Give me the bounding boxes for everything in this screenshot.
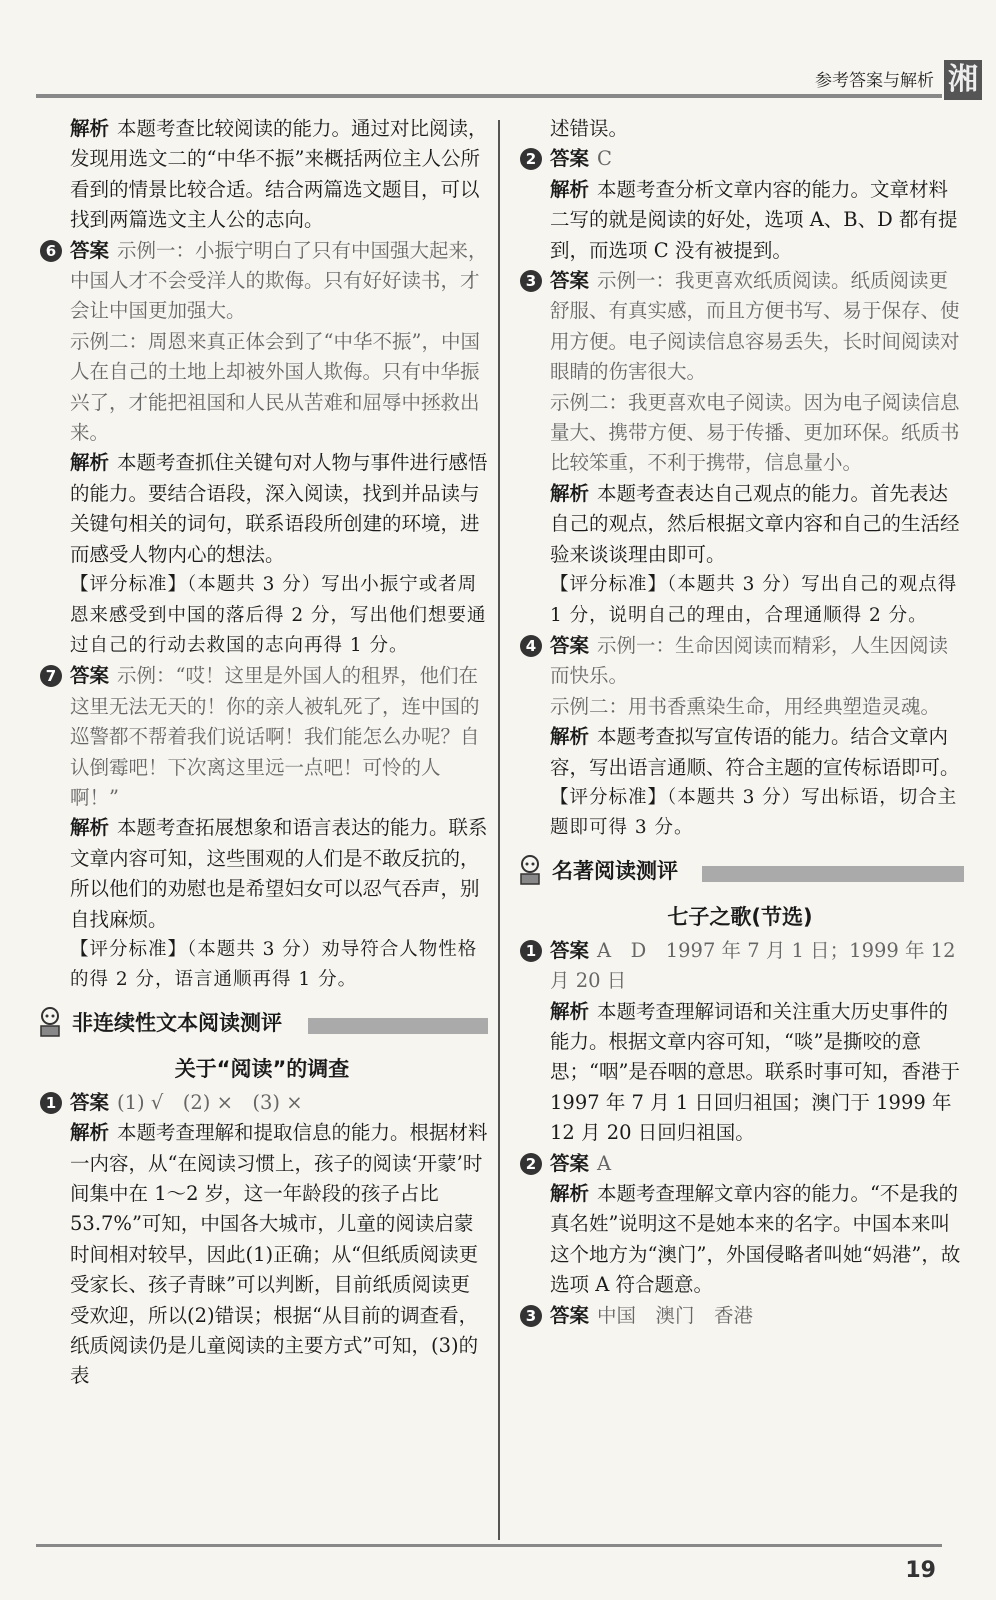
column-divider xyxy=(498,120,500,1540)
header-title: 参考答案与解析 xyxy=(815,71,934,91)
section-header-classics xyxy=(516,852,964,898)
section-bar xyxy=(702,866,964,882)
analysis-text: 本题考查比较阅读的能力。通过对比阅读，发现用选文二的“中华不振”来概括两位主人公所看到的情景比较合适。结合两篇选文题目，可以找到两篇选文主人公的志向。 xyxy=(70,117,488,232)
answer-label: 答案 xyxy=(550,1151,590,1175)
analysis-text: 本题考查理解词语和关注重大历史事件的能力。根据文章内容可知，“啖”是撕咬的意思；“咽”是吞咽的意思。联系时事可知，香港于 1997 年 7 月 1 日回归祖国；澳门于 1999 年 12 月 20 日回归祖国。 xyxy=(550,999,960,1145)
section-title: 非连续性文本阅读测评 xyxy=(72,1010,282,1035)
scoring-standard xyxy=(550,783,964,844)
analysis-text: 本题考查理解文章内容的能力。“不是我的真名姓”说明这不是她本来的名字。中国本来叫这个地方为“澳门”，外国侵略者叫她“妈港”，故选项 A 符合题意。 xyxy=(550,1182,961,1297)
analysis-label: 解析 xyxy=(550,1182,590,1205)
standard-label: 【评分标准】 xyxy=(550,786,668,808)
answer-text: A D 1997 年 7 月 1 日；1999 年 12 月 20 日 xyxy=(550,938,956,993)
question-6 xyxy=(36,236,488,662)
standard-label: 【评分标准】 xyxy=(70,938,188,960)
analysis-label: 解析 xyxy=(70,1121,110,1145)
question-1 xyxy=(36,1088,488,1392)
question-3 xyxy=(516,266,964,631)
question-2 xyxy=(516,1149,964,1301)
header-badge: 湘 xyxy=(944,60,982,100)
question-3 xyxy=(516,1301,964,1331)
question-4 xyxy=(516,631,964,844)
answer-line xyxy=(550,631,964,692)
question-1 xyxy=(516,936,964,1149)
answer-text: (1) √ (2) × (3) × xyxy=(117,1090,303,1114)
analysis-line xyxy=(70,813,488,935)
analysis-label: 解析 xyxy=(70,816,110,840)
page-header xyxy=(0,0,996,104)
analysis-label: 解析 xyxy=(550,177,590,201)
analysis-label: 解析 xyxy=(550,481,590,505)
question-number: 3 xyxy=(520,1305,542,1327)
section-subtitle: 七子之歌(节选) xyxy=(667,904,813,929)
scoring-standard xyxy=(70,935,488,996)
answer-label: 答案 xyxy=(550,147,590,171)
question-number: 1 xyxy=(520,940,542,962)
analysis-line xyxy=(70,448,488,570)
question-number: 4 xyxy=(520,635,542,657)
header-rule xyxy=(36,94,942,98)
analysis-line xyxy=(550,997,964,1149)
analysis-text: 本题考查拓展想象和语言表达的能力。联系文章内容可知，这些围观的人们是不敢反抗的，所以他们的劝慰也是希望妇女可以忍气吞声，别自找麻烦。 xyxy=(70,816,488,931)
scoring-standard xyxy=(70,570,488,661)
analysis-line xyxy=(550,1179,964,1301)
standard-text: （本题共 3 分）劝导符合人物性格的得 2 分，语言通顺再得 1 分。 xyxy=(70,938,478,991)
answer-text: 示例一：生命因阅读而精彩，人生因阅读而快乐。 xyxy=(550,633,949,688)
question-number: 1 xyxy=(40,1092,62,1114)
answer-text: 示例：“哎！这里是外国人的租界，他们在这里无法无天的！你的亲人被轧死了，连中国的巡警都不帮着我们说话啊！我们能怎么办呢？自认倒霉吧！下次离这里远一点吧！可怜的人啊！” xyxy=(70,664,480,809)
question-number: 2 xyxy=(520,1153,542,1175)
analysis-label: 解析 xyxy=(70,451,110,475)
analysis-line xyxy=(550,722,964,783)
answer-example-2: 示例二：我更喜欢电子阅读。因为电子阅读信息量大、携带方便、易于传播、更加环保。纸质书比较笨重，不利于携带，信息量小。 xyxy=(550,390,960,475)
analysis-line xyxy=(550,175,964,266)
answer-line xyxy=(550,1301,964,1331)
reader-icon xyxy=(516,854,544,886)
section-title: 名著阅读测评 xyxy=(552,858,678,883)
analysis-text: 本题考查表达自己观点的能力。首先表达自己的观点，然后根据文章内容和自己的生活经验来谈谈理由即可。 xyxy=(550,481,960,566)
answer-label: 答案 xyxy=(550,938,590,962)
question-number: 6 xyxy=(40,240,62,262)
answer-line xyxy=(70,1088,488,1118)
answer-example-2: 示例二：周恩来真正体会到了“中华不振”，中国人在自己的土地上却被外国人欺侮。只有中华振兴了，才能把祖国和人民从苦难和屈辱中拯救出来。 xyxy=(70,329,480,445)
answer-label: 答案 xyxy=(70,1090,110,1114)
standard-text: （本题共 3 分）写出小振宁或者周恩来感受到中国的落后得 2 分，写出他们想要通过自己的行动去救国的志向再得 1 分。 xyxy=(70,574,487,656)
standard-text: （本题共 3 分）写出自己的观点得 1 分，说明自己的理由，合理通顺得 2 分。 xyxy=(550,574,958,626)
answer-line xyxy=(550,936,964,997)
answer-label: 答案 xyxy=(70,664,110,688)
question-7 xyxy=(36,661,488,995)
answer-label: 答案 xyxy=(550,1303,590,1327)
analysis-text: 本题考查理解和提取信息的能力。根据材料一内容，从“在阅读习惯上，孩子的阅读‘开蒙’时间集中在 1～2 岁，这一年龄段的孩子占比 53.7%”可知，中国各大城市，儿童的阅读启蒙时间相对较早，因此(1)正确；从“但纸质阅读更受家长、孩子青睐”可以判断，目前纸质阅读更受欢迎，所以(2)错误；根据“从目前的调查看，纸质阅读仍是儿童阅读的主要方式”可知，(3)的表 xyxy=(70,1121,488,1388)
answer-line xyxy=(550,266,964,388)
answer-line xyxy=(70,236,488,327)
answer-text: A xyxy=(597,1151,612,1175)
scoring-standard xyxy=(550,570,964,631)
analysis-text: 本题考查分析文章内容的能力。文章材料二写的就是阅读的好处，选项 A、B、D 都有提到，而选项 C 没有被提到。 xyxy=(550,177,958,262)
question-number: 3 xyxy=(520,270,542,292)
answer-text: 示例一：小振宁明白了只有中国强大起来，中国人才不会受洋人的欺侮。只有好好读书，才会让中国更加强大。 xyxy=(70,238,488,323)
analysis-label: 解析 xyxy=(550,999,590,1023)
analysis-label: 解析 xyxy=(70,117,110,140)
answer-example-2: 示例二：用书香熏染生命，用经典塑造灵魂。 xyxy=(550,694,941,718)
footer-rule xyxy=(36,1544,942,1547)
answer-text: 中国 澳门 香港 xyxy=(597,1303,754,1327)
page-number: 19 xyxy=(905,1558,936,1583)
answer-label: 答案 xyxy=(550,633,590,657)
section-bar xyxy=(308,1018,488,1034)
analysis-text: 本题考查抓住关键句对人物与事件进行感悟的能力。要结合语段，深入阅读，找到并品读与关键句相关的词句，联系语段所创建的环境，进而感受人物内心的想法。 xyxy=(70,451,488,566)
standard-label: 【评分标准】 xyxy=(70,574,188,596)
question-number: 2 xyxy=(520,148,542,170)
right-column xyxy=(516,114,964,1331)
standard-text: （本题共 3 分）写出标语，切合主题即可得 3 分。 xyxy=(550,786,958,839)
reader-icon xyxy=(36,1006,64,1038)
analysis-line xyxy=(550,479,964,570)
analysis-text: 本题考查拟写宣传语的能力。结合文章内容，写出语言通顺、符合主题的宣传标语即可。 xyxy=(550,725,960,779)
answer-label: 答案 xyxy=(70,238,110,262)
analysis-line xyxy=(70,1118,488,1392)
answer-line xyxy=(550,144,964,174)
answer-line xyxy=(550,1149,964,1179)
question-2 xyxy=(516,144,964,266)
left-column xyxy=(36,114,488,1392)
continued-text: 述错误。 xyxy=(550,117,629,140)
question-number: 7 xyxy=(40,665,62,687)
section-subtitle: 关于“阅读”的调查 xyxy=(174,1056,350,1081)
answer-line xyxy=(70,661,488,813)
answer-label: 答案 xyxy=(550,269,590,293)
answer-text: 示例一：我更喜欢纸质阅读。纸质阅读更舒服、有真实感，而且方便书写、易于保存、使用方便。电子阅读信息容易丢失，长时间阅读对眼睛的伤害很大。 xyxy=(550,269,960,384)
analysis-block xyxy=(36,114,488,236)
standard-label: 【评分标准】 xyxy=(550,574,668,596)
section-header-nonlinear xyxy=(36,1004,488,1050)
answer-text: C xyxy=(597,147,612,171)
analysis-label: 解析 xyxy=(550,725,590,749)
